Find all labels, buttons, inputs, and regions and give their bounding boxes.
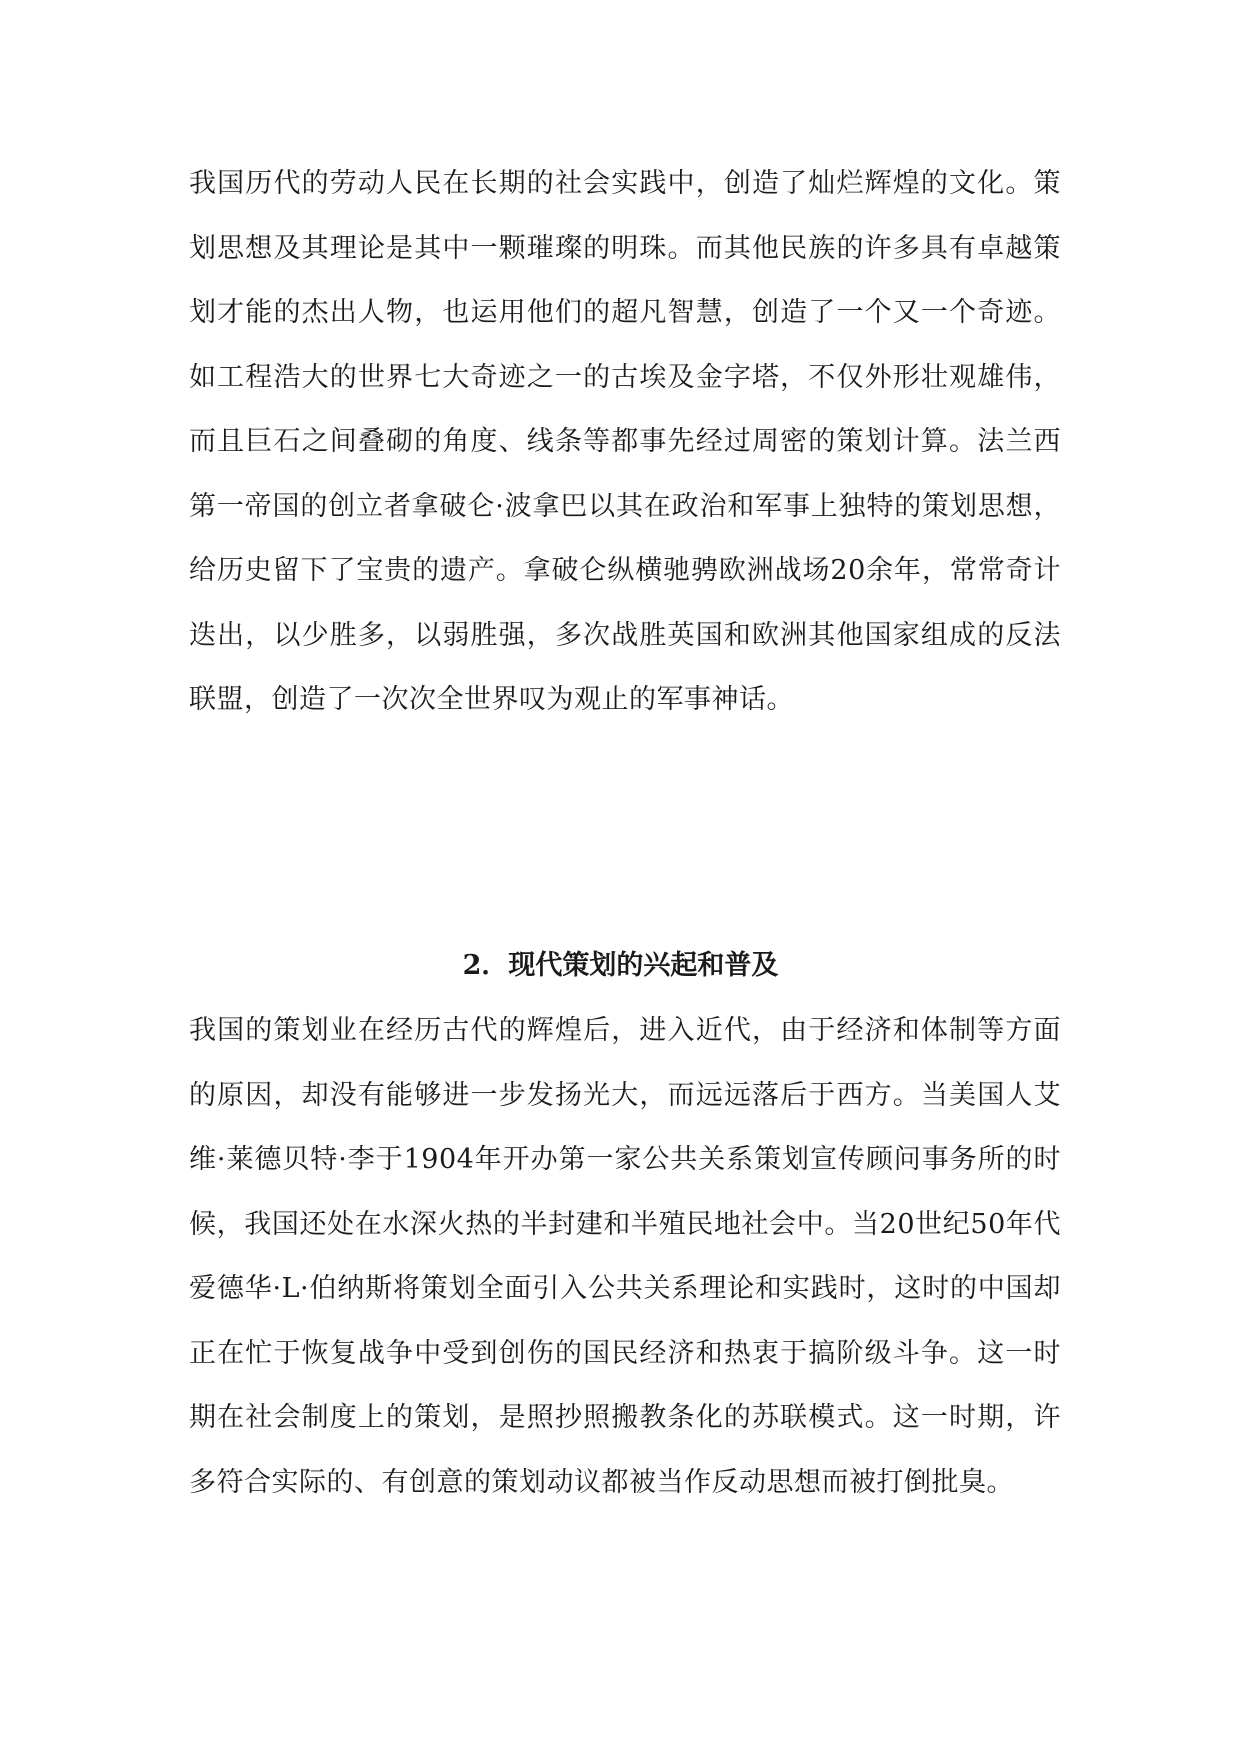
paragraph-modern-planning: 我国的策划业在经历古代的辉煌后，进入近代，由于经济和体制等方面的原因，却没有能够进一步发扬光大，而远远落后于西方。当美国人艾维·莱德贝特·李于1904年开办第一家公共关系策划宣传顾问事务所的时候，我国还处在水深火热的半封建和半殖民地社会中。当20世纪50年代爱德华·L·伯纳斯将策划全面引入公共关系理论和实践时，这时的中国却正在忙于恢复战争中受到创伤的国民经济和热衷于搞阶级斗争。这一时期在社会制度上的策划，是照抄照搬教条化的苏联模式。这一时期，许多符合实际的、有创意的策划动议都被当作反动思想而被打倒批臭。	[189, 1015, 1061, 1498]
paragraph-ancient-planning: 我国历代的劳动人民在长期的社会实践中，创造了灿烂辉煌的文化。策划思想及其理论是其中一颗璀璨的明珠。而其他民族的许多具有卓越策划才能的杰出人物，也运用他们的超凡智慧，创造了一个又一个奇迹。如工程浩大的世界七大奇迹之一的古埃及金字塔，不仅外形壮观雄伟，而且巨石之间叠砌的角度、线条等都事先经过周密的策划计算。法兰西第一帝国的创立者拿破仑·波拿巴以其在政治和军事上独特的策划思想，给历史留下了宝贵的遗产。拿破仑纵横驰骋欧洲战场20余年，常常奇计迭出，以少胜多，以弱胜强，多次战胜英国和欧洲其他国家组成的反法联盟，创造了一次次全世界叹为观止的军事神话。	[189, 168, 1061, 715]
section-heading: 2．现代策划的兴起和普及	[462, 950, 779, 981]
